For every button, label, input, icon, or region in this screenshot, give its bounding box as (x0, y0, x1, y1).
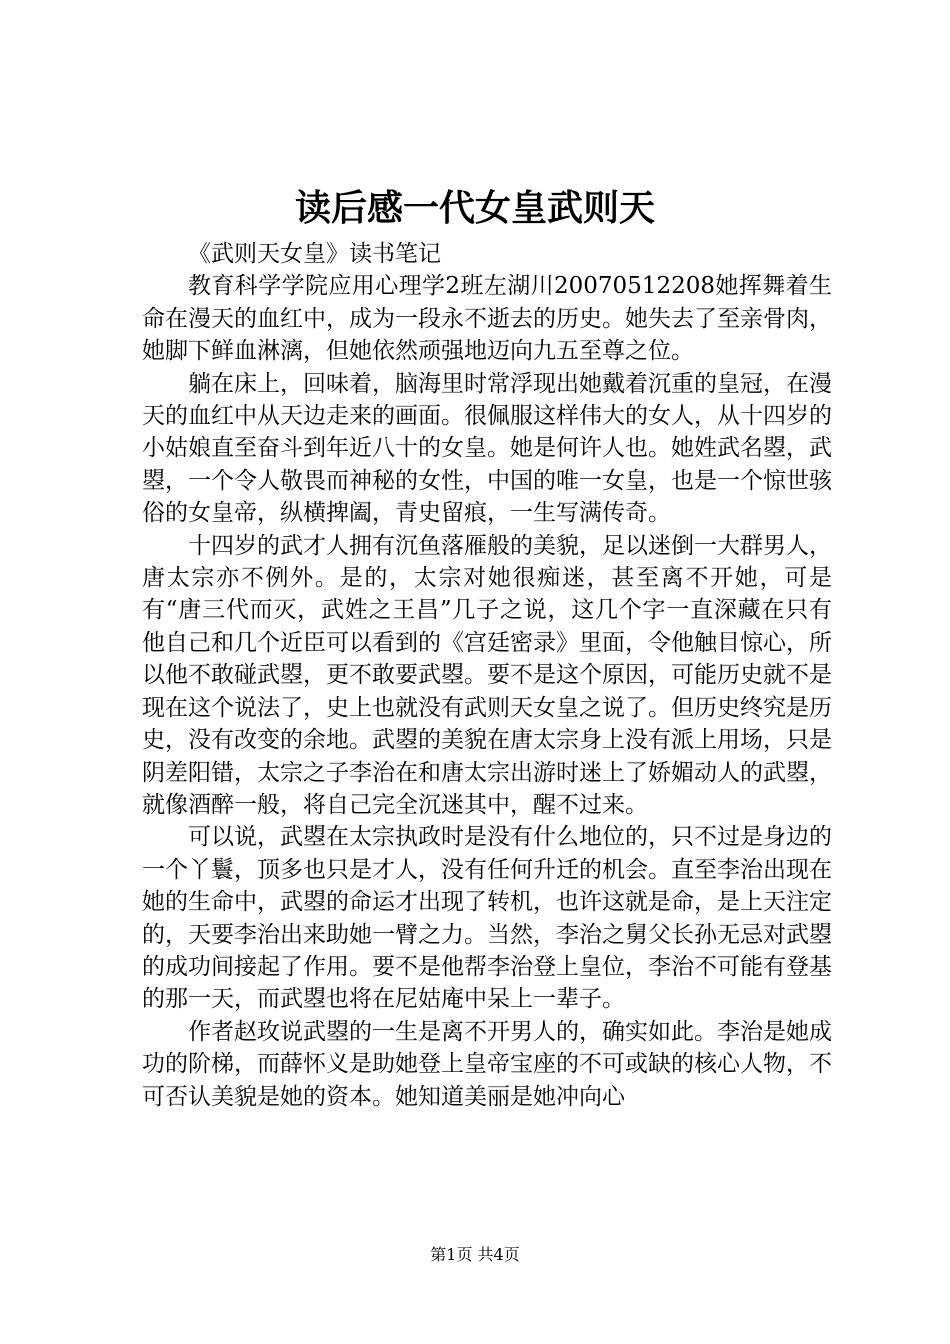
paragraph-reflection: 躺在床上，回味着，脑海里时常浮现出她戴着沉重的皇冠，在漫天的血红中从天边走来的画面。很佩服这样伟大的女人，从十四岁的小姑娘直至奋斗到年近八十的女皇。她是何许人也。她姓武名曌，武曌，一个令人敬畏而神秘的女性，中国的唯一女皇，也是一个惊世骇俗的女皇帝，纵横捭阖，青史留痕，一生写满传奇。 (142, 370, 832, 527)
document-body (142, 238, 832, 1113)
document-title: 读后感一代女皇武则天 (294, 187, 655, 229)
paragraph-intro: 教育科学学院应用心理学2班左湖川20070512208她挥舞着生命在漫天的血红中，成为一段永不逝去的历史。她失去了至亲骨肉，她脚下鲜血淋漓，但她依然顽强地迈向九五至尊之位。 (142, 273, 832, 365)
paragraph-lizhi: 可以说，武曌在太宗执政时是没有什么地位的，只不过是身边的一个丫鬟，顶多也只是才人，没有任何升迁的机会。直至李治出现在她的生命中，武曌的命运才出现了转机，也许这就是命，是上天注定的，天要李治出来助她一臂之力。当然，李治之舅父长孙无忌对武曌的成功间接起了作用。要不是他帮李治登上皇位，李治不可能有登基的那一天，而武曌也将在尼姑庵中呆上一辈子。 (142, 824, 832, 1013)
paragraph-book-title: 《武则天女皇》读书笔记 (188, 241, 441, 267)
paragraph-author: 作者赵玫说武曌的一生是离不开男人的，确实如此。李治是她成功的阶梯，而薛怀义是助她登上皇帝宝座的不可或缺的核心人物，不可否认美貌是她的资本。她知道美丽是她冲向心 (142, 1018, 832, 1110)
paragraph-taizong: 十四岁的武才人拥有沉鱼落雁般的美貌，足以迷倒一大群男人，唐太宗亦不例外。是的，太宗对她很痴迷，甚至离不开她，可是有“唐三代而灭，武姓之王昌”几子之说，这几个字一直深藏在只有他自己和几个近臣可以看到的《宫廷密录》里面，令他触目惊心，所以他不敢碰武曌，更不敢要武曌。要不是这个原因，可能历史就不是现在这个说法了，史上也就没有武则天女皇之说了。但历史终究是历史，没有改变的余地。武曌的美貌在唐太宗身上没有派上用场，只是阴差阳错，太宗之子李治在和唐太宗出游时迷上了娇媚动人的武曌，就像酒醉一般，将自己完全沉迷其中，醒不过来。 (142, 532, 832, 818)
page-number-footer: 第1页 共4页 (430, 1245, 520, 1264)
